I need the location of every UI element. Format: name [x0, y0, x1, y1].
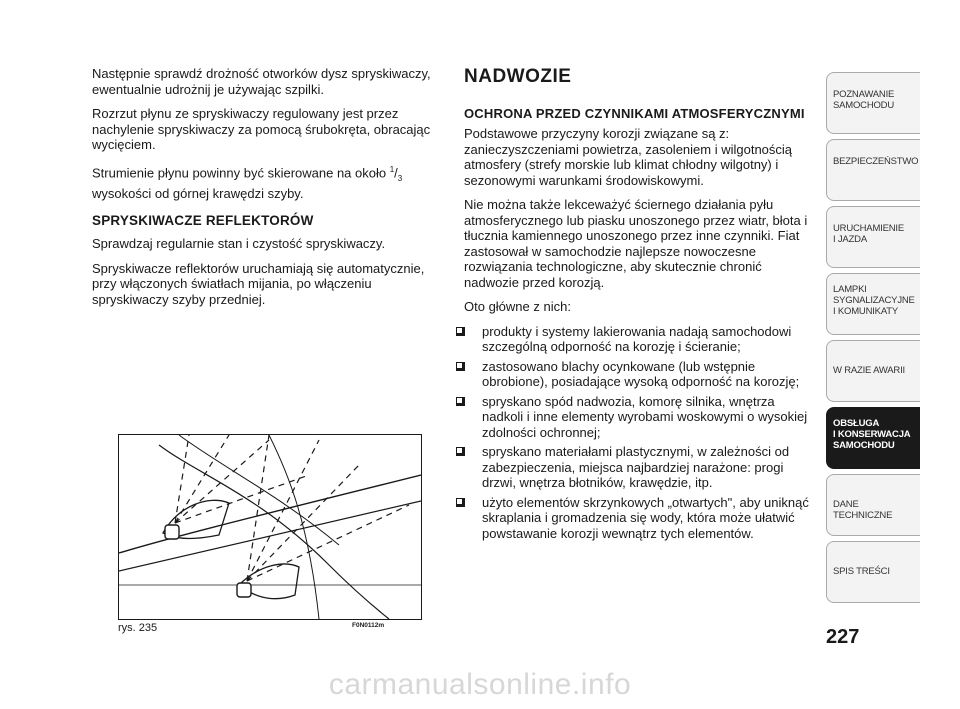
text-fragment: wysokości od górnej krawędzi szyby. — [92, 185, 304, 201]
list-item-text: spryskano materiałami plastycznymi, w zależności od zabezpieczenia, miejsca najbardziej narażone: progi drzwi, wnętrza błotników, krawędzie, itp. — [482, 444, 790, 490]
list-item — [454, 394, 816, 441]
list-item-text: zastosowano blachy ocynkowane (lub wstępnie obrobione), posiadające wysoką odporność na korozję; — [482, 358, 800, 389]
list-item — [454, 324, 816, 355]
figure-caption: rys. 235 — [118, 622, 158, 634]
paragraph: Strumienie płynu powinny być skierowane na około $^1/_3$ wysokości od górnej krawędzi szyby. — [92, 164, 403, 201]
paragraph: Sprawdzaj regularnie stan i czystość spryskiwaczy. — [92, 236, 386, 252]
tab-poznawanie-samochodu[interactable] — [826, 72, 920, 134]
list-item — [454, 359, 816, 390]
paragraph: Rozrzut płynu ze spryskiwaczy regulowany jest przez nachylenie spryskiwaczy za pomocą śrubokręta, obracając wycięciem. — [92, 106, 431, 152]
checkbox-bullet-icon — [456, 498, 465, 507]
right-column — [454, 66, 816, 545]
page-number: 227 — [826, 626, 860, 648]
paragraph: Spryskiwacze reflektorów uruchamiają się automatycznie, przy włączonych światłach mijania, po włączeniu spryskiwaczy szyby przedniej. — [92, 260, 425, 307]
tab-lampki-sygnalizacyjne[interactable] — [826, 273, 920, 335]
section-heading: SPRYSKIWACZE REFLEKTORÓW — [92, 213, 314, 229]
tab-dane-techniczne[interactable] — [826, 474, 920, 536]
tab-label: SPIS TREŚCI — [833, 566, 890, 577]
paragraph: Oto główne z nich: — [464, 299, 571, 314]
chapter-tabs — [826, 72, 920, 608]
tab-label: OBSŁUGA I KONSERWACJA SAMOCHODU — [833, 418, 911, 451]
text-fragment: Strumienie płynu powinny być skierowane na około — [92, 164, 390, 180]
tab-label: POZNAWANIE SAMOCHODU — [833, 89, 895, 111]
list-item-text: produkty i systemy lakierowania nadają samochodowi szczególną odporność na korozję i ścieranie; — [482, 323, 792, 354]
tab-label: LAMPKI SYGNALIZACYJNE I KOMUNIKATY — [833, 284, 915, 317]
checkbox-bullet-icon — [456, 447, 465, 456]
checkbox-bullet-icon — [456, 362, 465, 371]
washer-illustration — [118, 434, 422, 620]
tab-label: DANE TECHNICZNE — [833, 499, 893, 521]
tab-uruchamienie-i-jazda[interactable] — [826, 206, 920, 268]
tab-label: URUCHAMIENIE I JAZDA — [833, 223, 904, 245]
tab-bezpieczenstwo[interactable] — [826, 139, 920, 201]
list-item-text: użyto elementów skrzynkowych „otwartych", aby uniknąć skraplania i gromadzenia się wody, która może ułatwić powstawanie korozji wewnątrz tych elementów. — [482, 494, 809, 541]
tab-label: W RAZIE AWARII — [833, 365, 905, 376]
fraction-numerator: 1 — [389, 164, 395, 174]
watermark: carmanualsonline.info — [328, 668, 632, 701]
checkbox-bullet-icon — [456, 397, 465, 406]
paragraph: Podstawowe przyczyny korozji związane są z: zanieczyszczeniami powietrza, zasoleniem i wilgotnością atmosfery (strefy morskie lub klimat chłodny wilgotny) i sezonowymi warunkami środowiskowymi. — [464, 126, 793, 188]
paragraph: Następnie sprawdź drożność otworków dysz spryskiwaczy, ewentualnie udrożnij je używając szpilki. — [92, 66, 431, 97]
fraction-denominator: 3 — [397, 173, 403, 183]
section-heading: OCHRONA PRZED CZYNNIKAMI ATMOSFERYCZNYMI — [464, 106, 805, 121]
chapter-heading: NADWOZIE — [464, 66, 572, 87]
list-item — [454, 444, 816, 491]
bullet-list — [454, 324, 816, 542]
tab-obsluga-i-konserwacja[interactable] — [826, 407, 920, 469]
tab-w-razie-awarii[interactable] — [826, 340, 920, 402]
figure-code: F0N0112m — [352, 622, 385, 629]
checkbox-bullet-icon — [456, 327, 465, 336]
left-column — [92, 66, 434, 316]
tab-label: BEZPIECZEŃSTWO — [833, 156, 919, 167]
tab-spis-tresci[interactable] — [826, 541, 920, 603]
paragraph: Nie można także lekceważyć ściernego działania pyłu atmosferycznego lub piasku unoszonego przez wiatr, błota i tłucznia kamiennego unoszonego przez inne czynniki. Fiat zastosował w samochodzie najlepsze nowoczesne rozwiązania technologiczne, aby skutecznie chronić nadwozie przed korozją. — [464, 197, 808, 290]
list-item-text: spryskano spód nadwozia, komorę silnika, wnętrza nadkoli i inne elementy wyrobami woskowymi o wysokiej zdolności ochronnej; — [482, 393, 808, 440]
headlight-washer-drawing — [119, 435, 421, 619]
list-item — [454, 495, 816, 542]
